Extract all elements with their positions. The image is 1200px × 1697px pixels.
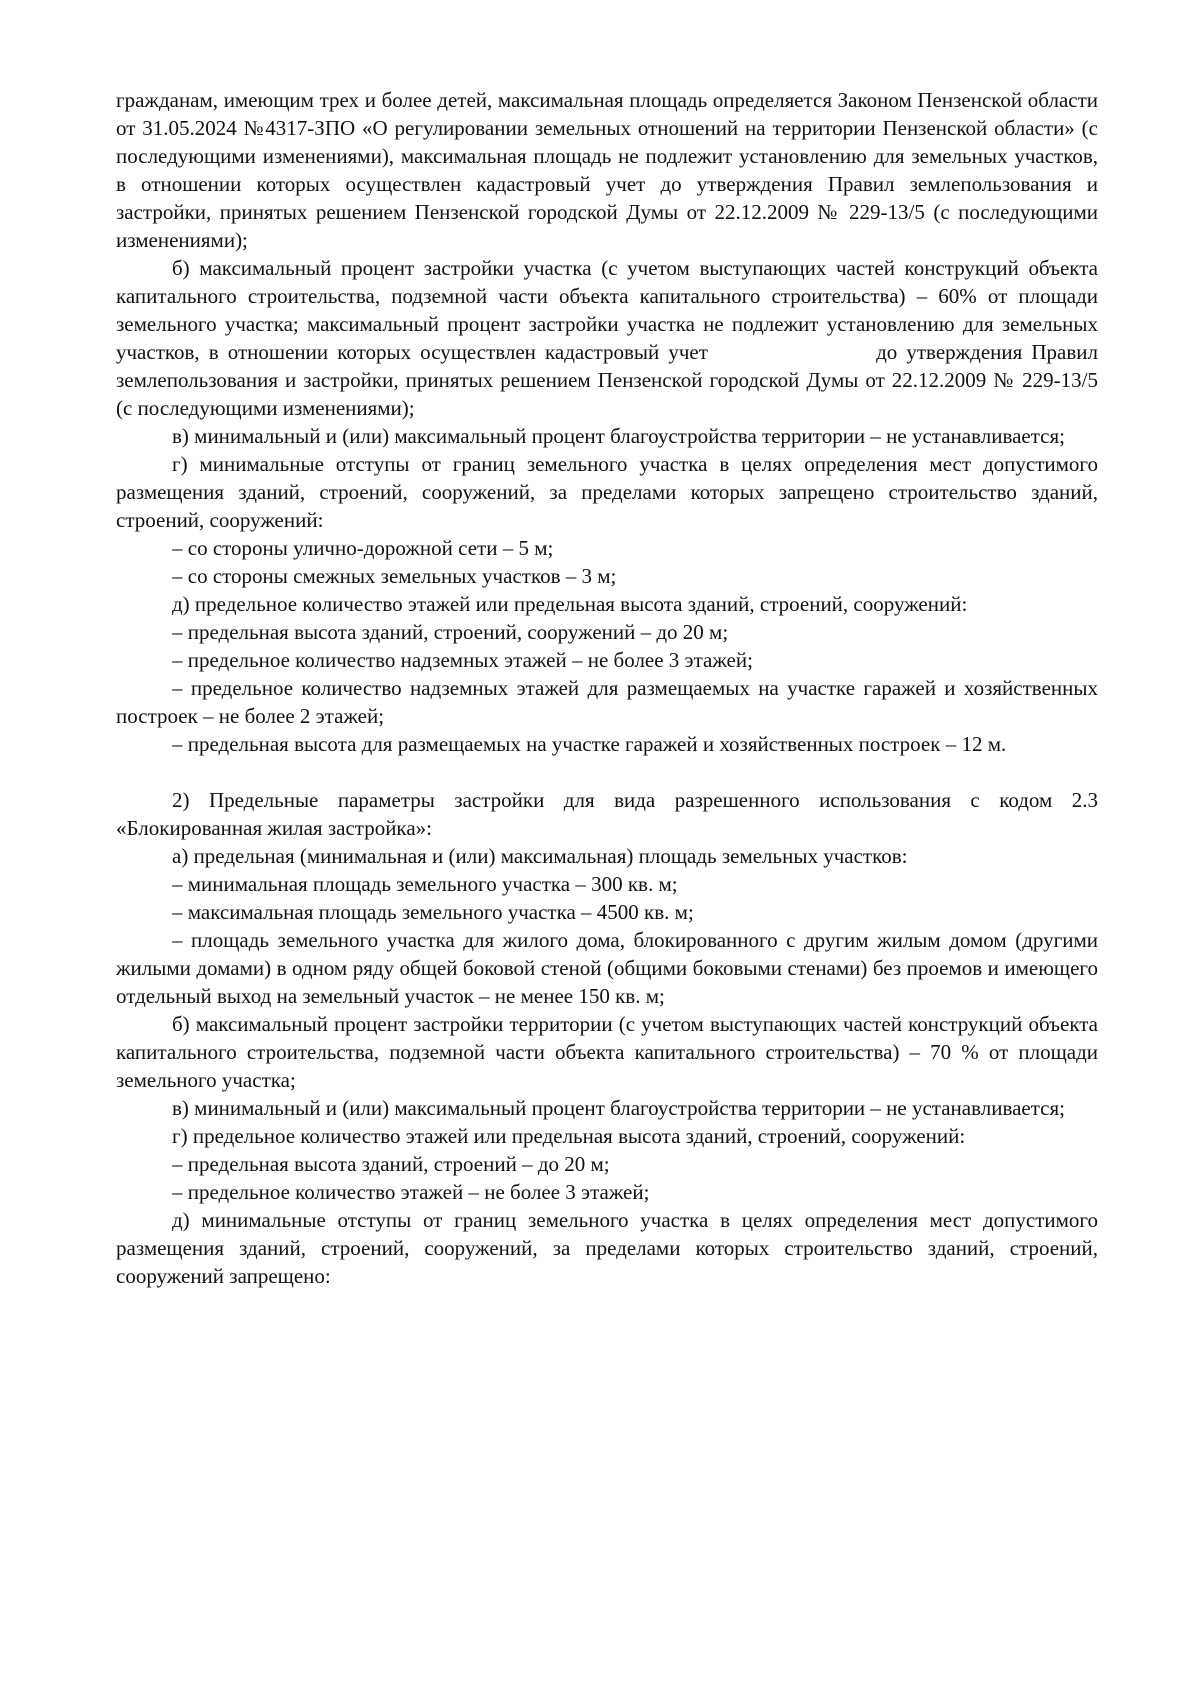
paragraph (116, 254, 1098, 422)
paragraph: г) минимальные отступы от границ земельного участка в целях определения мест допустимого размещения зданий, строений, сооружений, за пределами которых запрещено строительство зданий, строений, сооружений: (116, 452, 1098, 532)
list-item: – со стороны смежных земельных участков – 3 м; (172, 564, 617, 588)
paragraph: гражданам, имеющим трех и более детей, максимальная площадь определяется Законом Пензенской области от 31.05.2024 №4317-ЗПО «О регулировании земельных отношений на территории Пензенской области» (с последующими изменениями), максимальная площадь не подлежит установлению для земельных участков, в отношении которых осуществлен кадастровый учет до утверждения Правил землепользования и застройки, принятых решением Пензенской городской Думы от 22.12.2009 № 229-13/5 (с последующими изменениями); (116, 88, 1098, 252)
paragraph: в) минимальный и (или) максимальный процент благоустройства территории – не устанавливается; (172, 1096, 1065, 1120)
paragraph: д) предельное количество этажей или предельная высота зданий, строений, сооружений: (172, 592, 968, 616)
paragraph: а) предельная (минимальная и (или) максимальная) площадь земельных участков: (172, 844, 908, 868)
paragraph-part: до утверждения Правил землепользования и застройки, принятых решением Пензенской городской Думы от 22.12.2009 № 229-13/5 (с последующими изменениями); (116, 340, 1099, 420)
list-item: – площадь земельного участка для жилого дома, блокированного с другим жилым домом (другими жилыми домами) в одном ряду общей боковой стеной (общими боковыми стенами) без проемов и имеющего отдельный выход на земельный участок – не менее 150 кв. м; (116, 928, 1098, 1008)
document-page (116, 86, 1098, 1290)
list-item: – максимальная площадь земельного участка – 4500 кв. м; (172, 900, 694, 924)
list-item: – предельное количество надземных этажей для размещаемых на участке гаражей и хозяйственных построек – не более 2 этажей; (116, 676, 1098, 728)
paragraph-part: б) максимальный процент застройки участка (с учетом выступающих частей конструкций объекта капитального строительства, подземной части объекта капитального строительства) – 60% от площади земельного участка; максимальный процент застройки участка не подлежит установлению для земельных участков, в отношении которых осуществлен кадастровый учет (116, 256, 1098, 364)
list-item: – предельная высота зданий, строений, сооружений – до 20 м; (172, 620, 729, 644)
list-item: – предельная высота зданий, строений – до 20 м; (172, 1152, 610, 1176)
list-item: – предельное количество этажей – не более 3 этажей; (172, 1180, 650, 1204)
paragraph: б) максимальный процент застройки территории (с учетом выступающих частей конструкций объекта капитального строительства, подземной части объекта капитального строительства) – 70 % от площади земельного участка; (116, 1012, 1098, 1092)
list-item: – со стороны улично-дорожной сети – 5 м; (172, 536, 554, 560)
list-item: – предельное количество надземных этажей – не более 3 этажей; (172, 648, 753, 672)
section-gap (116, 758, 1098, 786)
paragraph: г) предельное количество этажей или предельная высота зданий, строений, сооружений: (172, 1124, 966, 1148)
section-heading: 2) Предельные параметры застройки для вида разрешенного использования с кодом 2.3 «Блокированная жилая застройка»: (116, 788, 1098, 840)
paragraph: д) минимальные отступы от границ земельного участка в целях определения мест допустимого размещения зданий, строений, сооружений, за пределами которых строительство зданий, строений, сооружений запрещено: (116, 1208, 1098, 1288)
list-item: – предельная высота для размещаемых на участке гаражей и хозяйственных построек – 12 м. (172, 732, 1007, 756)
paragraph: в) минимальный и (или) максимальный процент благоустройства территории – не устанавливается; (172, 424, 1065, 448)
list-item: – минимальная площадь земельного участка – 300 кв. м; (172, 872, 678, 896)
